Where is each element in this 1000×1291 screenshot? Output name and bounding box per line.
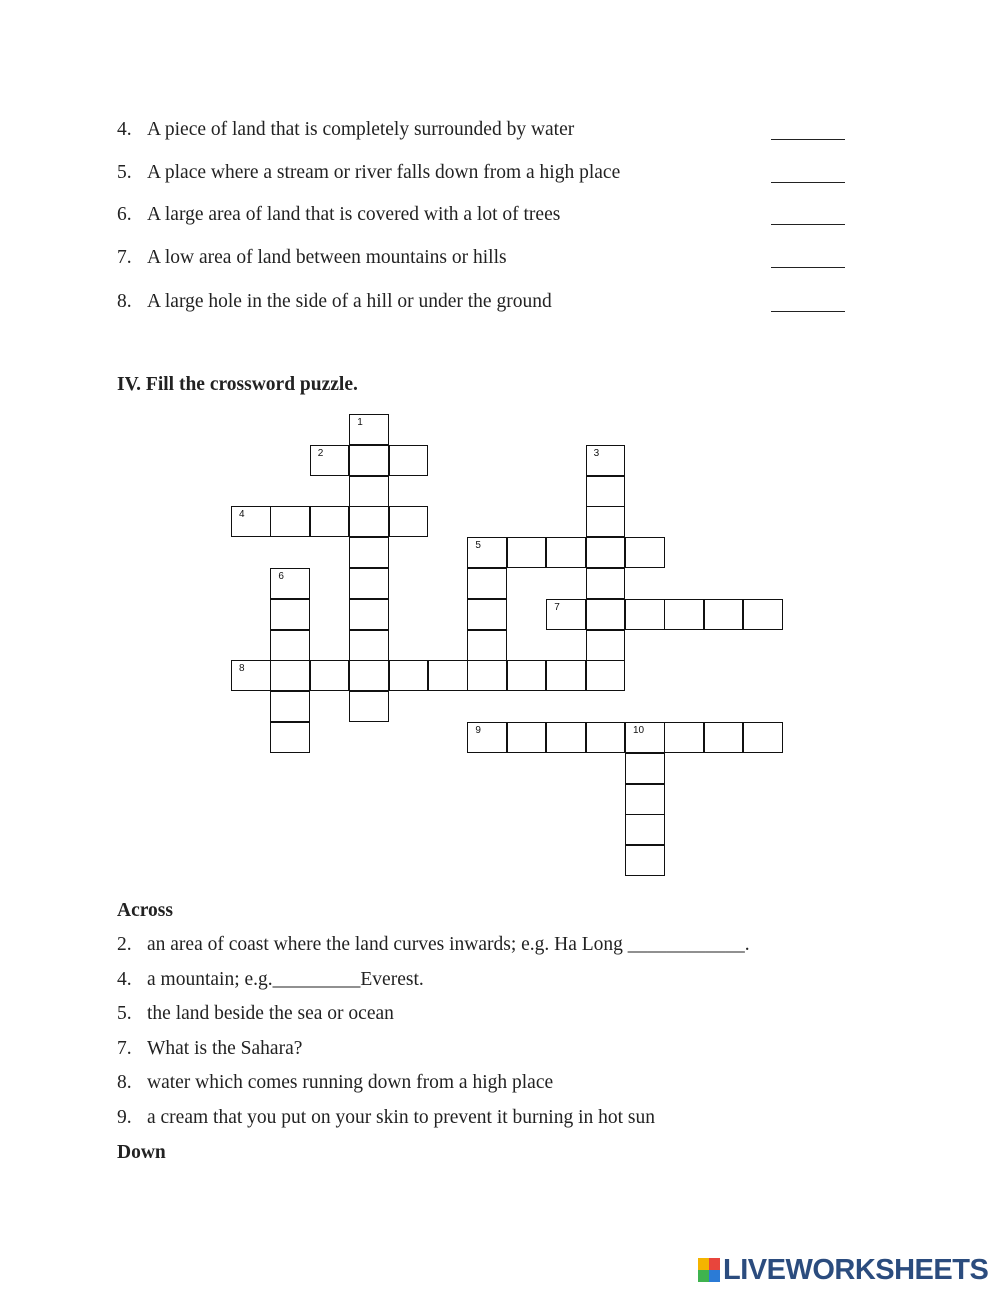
crossword-cell[interactable] [625, 753, 665, 784]
crossword-cell[interactable] [349, 445, 389, 476]
clue-item [117, 1036, 917, 1062]
definition-text: A low area of land between mountains or hills [147, 247, 507, 268]
clue-number: 4. [117, 969, 132, 990]
crossword-cell[interactable] [625, 722, 665, 753]
crossword-cell[interactable] [349, 568, 389, 599]
clue-number: 5. [117, 1003, 132, 1024]
cell-number: 8 [239, 663, 245, 675]
crossword-cell[interactable] [270, 568, 310, 599]
down-heading: Down [117, 1142, 166, 1163]
logo-mark-square [698, 1258, 709, 1270]
crossword-cell[interactable] [546, 660, 586, 691]
crossword-cell[interactable] [310, 660, 350, 691]
crossword-cell[interactable] [467, 722, 507, 753]
clue-text: a mountain; e.g._________Everest. [147, 969, 424, 990]
crossword-cell[interactable] [231, 506, 271, 537]
crossword-cell[interactable] [704, 599, 744, 630]
crossword-cell[interactable] [467, 630, 507, 661]
clue-item [117, 1105, 917, 1131]
crossword-cell[interactable] [546, 537, 586, 568]
crossword-cell[interactable] [586, 630, 626, 661]
definition-text: A large hole in the side of a hill or under the ground [147, 291, 552, 312]
clue-text: the land beside the sea or ocean [147, 1003, 394, 1024]
crossword-cell[interactable] [349, 660, 389, 691]
logo-mark-square [709, 1258, 720, 1270]
crossword-cell[interactable] [389, 660, 429, 691]
clue-number: 9. [117, 1107, 132, 1128]
clue-text: an area of coast where the land curves inwards; e.g. Ha Long ____________. [147, 934, 750, 955]
crossword-cell[interactable] [467, 599, 507, 630]
crossword-cell[interactable] [349, 691, 389, 722]
crossword-cell[interactable] [743, 599, 783, 630]
crossword-cell[interactable] [586, 506, 626, 537]
definition-text: A place where a stream or river falls down from a high place [147, 162, 621, 183]
crossword-cell[interactable] [467, 660, 507, 691]
crossword-cell[interactable] [625, 537, 665, 568]
cell-number: 5 [475, 540, 481, 552]
crossword-cell[interactable] [586, 476, 626, 507]
crossword-cell[interactable] [625, 845, 665, 876]
crossword-cell[interactable] [310, 506, 350, 537]
crossword-cell[interactable] [231, 660, 271, 691]
crossword-cell[interactable] [586, 537, 626, 568]
definition-text: A piece of land that is completely surrounded by water [147, 119, 575, 140]
crossword-cell[interactable] [270, 599, 310, 630]
logo-mark-square [698, 1270, 709, 1282]
clue-item [117, 932, 917, 958]
crossword-cell[interactable] [349, 476, 389, 507]
clue-number: 8. [117, 1072, 132, 1093]
crossword-cell[interactable] [349, 599, 389, 630]
clue-item [117, 967, 917, 993]
crossword-cell[interactable] [389, 506, 429, 537]
crossword-cell[interactable] [586, 445, 626, 476]
crossword-cell[interactable] [270, 506, 310, 537]
crossword-cell[interactable] [349, 506, 389, 537]
crossword-cell[interactable] [586, 568, 626, 599]
crossword-cell[interactable] [310, 445, 350, 476]
definition-number: 7. [117, 247, 132, 268]
crossword-cell[interactable] [270, 691, 310, 722]
crossword-cell[interactable] [625, 599, 665, 630]
definition-number: 4. [117, 119, 132, 140]
definition-number: 5. [117, 162, 132, 183]
crossword-cell[interactable] [270, 722, 310, 753]
cell-number: 10 [633, 725, 645, 736]
crossword-cell[interactable] [546, 599, 586, 630]
crossword-cell[interactable] [270, 630, 310, 661]
crossword-cell[interactable] [349, 630, 389, 661]
clue-item [117, 1001, 917, 1027]
cell-number: 3 [593, 447, 600, 459]
definition-number: 6. [117, 204, 132, 225]
logo-mark-icon [698, 1258, 720, 1282]
definition-text: A large area of land that is covered with a lot of trees [147, 204, 561, 225]
crossword-cell[interactable] [586, 660, 626, 691]
clue-text: a cream that you put on your skin to prevent it burning in hot sun [147, 1107, 655, 1128]
crossword-cell[interactable] [664, 722, 704, 753]
clue-text: What is the Sahara? [147, 1038, 303, 1059]
crossword-cell[interactable] [467, 568, 507, 599]
crossword-cell[interactable] [586, 599, 626, 630]
crossword-cell[interactable] [467, 537, 507, 568]
clue-item [117, 1070, 917, 1096]
section-title: IV. Fill the crossword puzzle. [117, 374, 358, 395]
crossword-cell[interactable] [704, 722, 744, 753]
crossword-cell[interactable] [586, 722, 626, 753]
cell-number: 7 [554, 601, 560, 613]
liveworksheets-logo [698, 1256, 988, 1284]
crossword-cell[interactable] [428, 660, 468, 691]
cell-number: 2 [317, 447, 324, 459]
definition-number: 8. [117, 291, 132, 312]
cell-number: 4 [239, 509, 245, 521]
crossword-cell[interactable] [625, 814, 665, 845]
crossword-cell[interactable] [664, 599, 704, 630]
crossword-cell[interactable] [389, 445, 429, 476]
crossword-cell[interactable] [349, 537, 389, 568]
crossword-cell[interactable] [546, 722, 586, 753]
crossword-cell[interactable] [507, 537, 547, 568]
logo-mark-square [709, 1270, 720, 1282]
across-heading: Across [117, 900, 173, 921]
logo-text: LIVEWORKSHEETS [723, 1254, 989, 1286]
clue-number: 2. [117, 934, 132, 955]
cell-number: 1 [357, 417, 363, 428]
crossword-cell[interactable] [270, 660, 310, 691]
clue-text: water which comes running down from a high place [147, 1072, 554, 1093]
crossword-cell[interactable] [625, 784, 665, 815]
clue-number: 7. [117, 1038, 132, 1059]
crossword-cell[interactable] [743, 722, 783, 753]
cell-number: 9 [475, 725, 481, 736]
crossword-cell[interactable] [507, 722, 547, 753]
crossword-cell[interactable] [507, 660, 547, 691]
crossword-cell[interactable] [349, 414, 389, 445]
cell-number: 6 [278, 571, 284, 582]
